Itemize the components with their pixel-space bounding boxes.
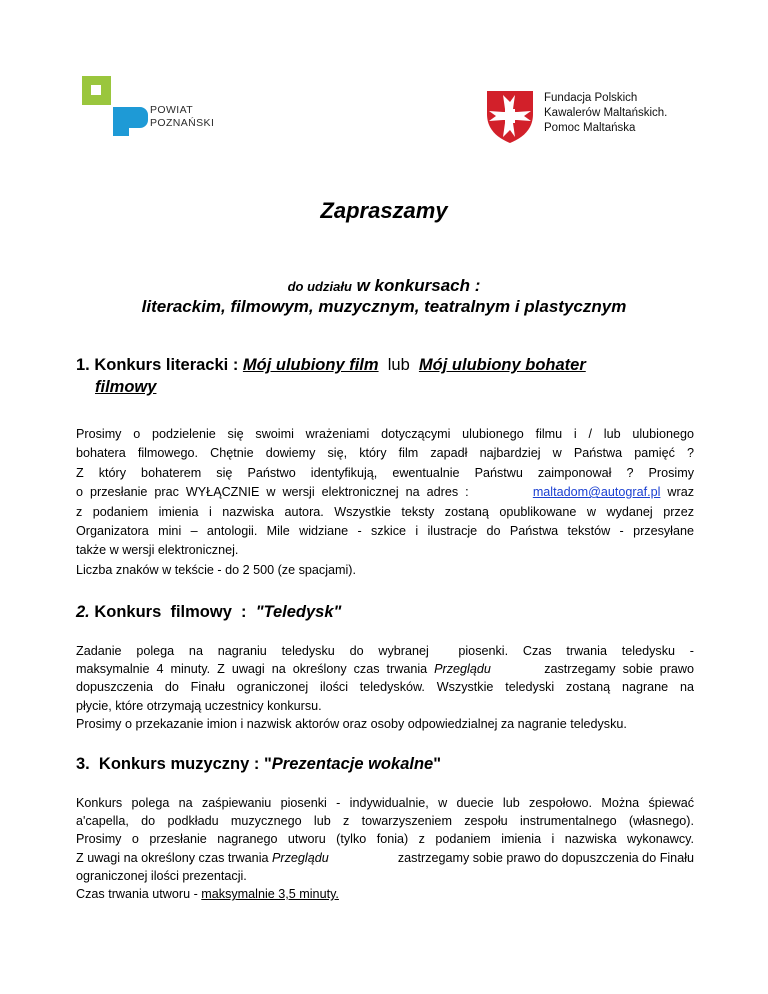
email-line: o przesłanie prac WYŁĄCZNIE w wersji elektronicznej na adres : maltadom@autograf.pl wraz: [76, 485, 694, 500]
email-link[interactable]: maltadom@autograf.pl: [532, 485, 661, 500]
powiat-logo-text: POWIAT POZNAŃSKI: [150, 104, 215, 129]
page-title: Zapraszamy: [320, 198, 448, 223]
section2-heading: 2. Konkurs filmowy : "Teledysk": [76, 603, 342, 621]
section3-heading: 3. Konkurs muzyczny : "Prezentacje wokalne": [76, 755, 442, 773]
powiat-poznanski-logo: [82, 76, 242, 136]
section1-body: Prosimy o podzielenie się swoimi wrażeniami dotyczącymi ulubionego filmu i / lub ulubionego bohatera filmowego. Chętnie dowiemy się, który film zapadł najbardziej w Państwa pamięć ? Z który bohaterem się Państwo identyfikują, ewentualnie Państwu zaimponował ? Prosimy o przesłanie prac WYŁĄCZNIE w wersji elektronicznej na adres : maltadom@autograf.pl wraz z podaniem imienia i nazwiska autora. Wszystkie teksty zostaną opublikowane w wydanej przez Organizatora mini – antologii. Mile widziane - szkice i ilustracje do Państwa tekstów - przesyłane także w wersji elektronicznej. Liczba znaków w tekście - do 2 500 (ze spacjami).: [76, 427, 694, 577]
fundacja-logo: [484, 88, 684, 144]
section1-heading-cont: filmowy: [95, 378, 157, 396]
maltese-cross-shield-icon: [484, 88, 536, 144]
section3-body: Konkurs polega na zaśpiewaniu piosenki - indywidualnie, w duecie lub zespołowo. Można śpiewać a'capella, do podkładu muzycznego lub z towarzyszeniem zespołu instrumentalnego (własnego). Prosimy o przesłanie nagranego utworu (tylko fonia) z podaniem imienia i nazwiska wykonawcy. Z uwagi na określony czas trwania Przeglądu zastrzegamy sobie prawo do dopuszczenia do Finału ograniczonej ilości prezentacji. Czas trwania utworu - maksymalnie 3,5 minuty.: [76, 796, 694, 902]
invite-line-1: do udziału w konkursach :: [287, 276, 481, 295]
powiat-logo-mark-icon: [82, 76, 148, 136]
fundacja-logo-text: Fundacja Polskich Kawalerów Maltańskich. Pomoc Maltańska: [544, 92, 668, 134]
invite-line-2: literackim, filmowym, muzycznym, teatralnym i plastycznym: [141, 297, 627, 316]
section2-body: Zadanie polega na nagraniu teledysku do wybranej piosenki. Czas trwania teledysku - maksymalnie 4 minuty. Z uwagi na określony czas trwania Przeglądu zastrzegamy sobie prawo dopuszczenia do Finału ograniczonej ilości teledysków. Wszystkie teledyski zostaną nagrane na płycie, które otrzymają uczestnicy konkursu. Prosimy o przekazanie imion i nazwisk aktorów oraz osoby odpowiedzialnej za nagranie teledysku.: [76, 644, 694, 731]
section1-heading: 1. Konkurs literacki : Mój ulubiony film lub Mój ulubiony bohater: [76, 356, 586, 374]
